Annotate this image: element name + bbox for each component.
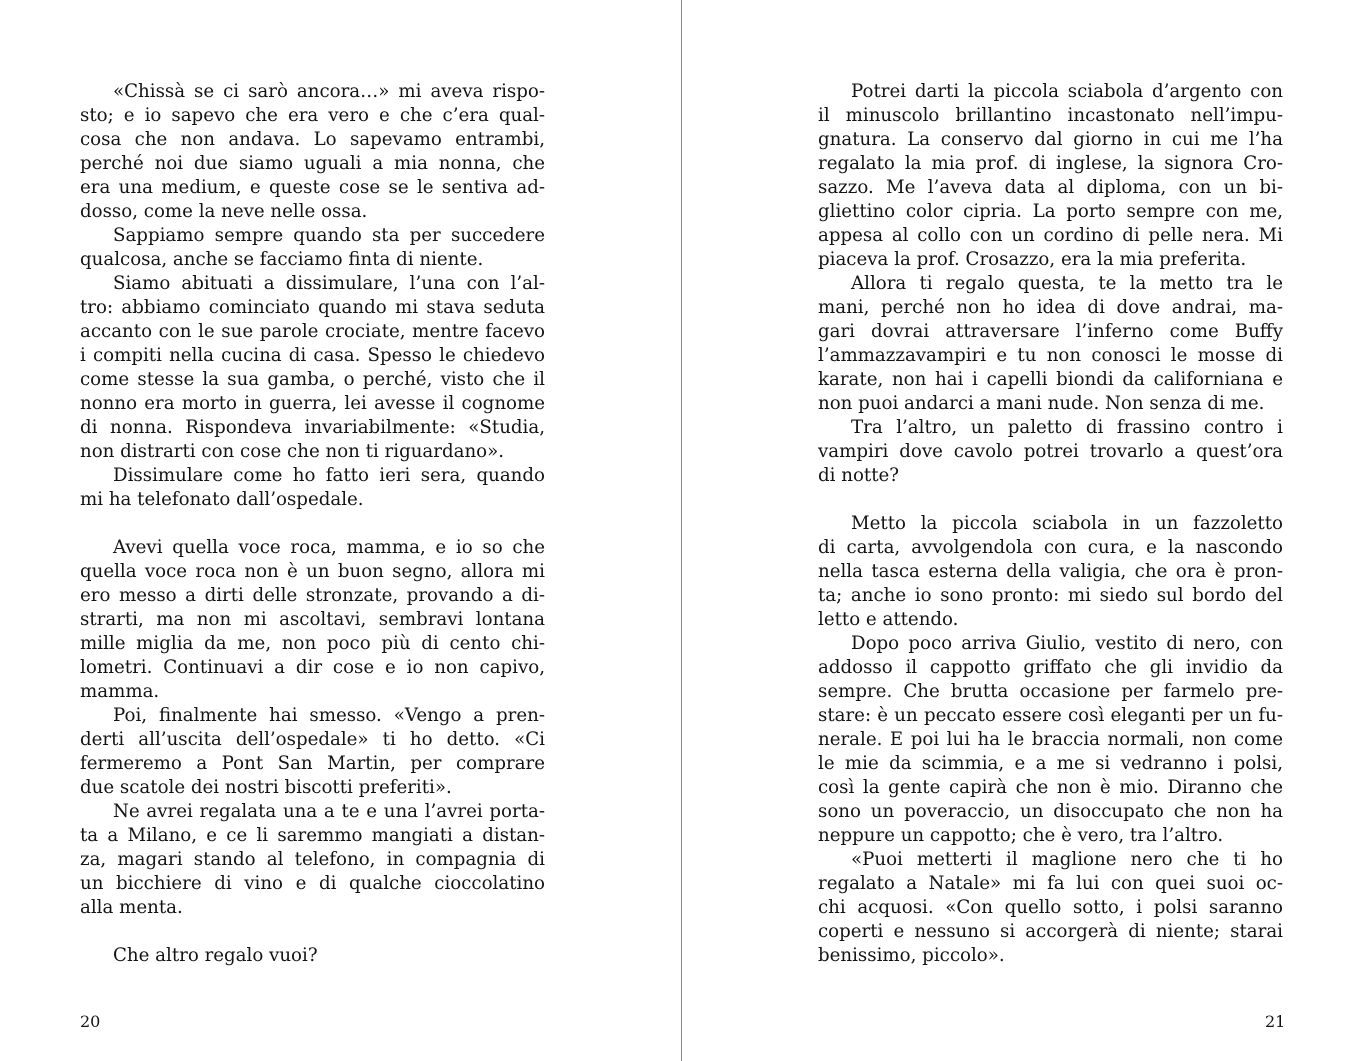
text-line: come stesse la sua gamba, o perché, visto che il [80,369,545,390]
text-line: sazzo. Me l’aveva data al diploma, con un bi- [818,177,1283,198]
text-line: mille miglia da me, non poco più di cento chi- [80,633,545,654]
text-line: sto; e io sapevo che era vero e che c’era qual- [80,105,545,126]
text-line: sono un poveraccio, un disoccupato che non ha [818,801,1283,822]
text-line: Metto la piccola sciabola in un fazzoletto [851,513,1283,534]
text-line: nerale. E poi lui ha le braccia normali, non come [818,729,1283,750]
text-line: cosa che non andava. Lo sapevamo entrambi, [80,129,545,150]
text-line: neppure un cappotto; che è vero, tra l’altro. [818,825,1224,846]
text-line: Allora ti regalo questa, te la metto tra le [851,273,1283,294]
text-line: ero messo a dirti delle stronzate, provando a di- [80,585,545,606]
text-line: di carta, avvolgendola con cura, e la nascondo [818,537,1283,558]
text-line: coperti e nessuno si accorgerà di niente; starai [818,921,1283,942]
left-page-text [80,80,545,968]
text-line: fermeremo a Pont San Martin, per comprare [80,753,545,774]
text-line: regalato la mia prof. di inglese, la signora Cro- [818,153,1283,174]
text-line: così la gente capirà che non è mio. Diranno che [818,777,1283,798]
text-line: sempre. Che brutta occasione per farmelo pre- [818,681,1283,702]
text-line: «Chissà se ci sarò ancora…» mi aveva rispo- [113,81,545,102]
text-line: Tra l’altro, un paletto di frassino contro i [851,417,1283,438]
text-line: ta a Milano, e ce li saremmo mangiati a distan- [80,825,545,846]
right-page [682,0,1361,1061]
text-line: Poi, finalmente hai smesso. «Vengo a pren- [113,705,545,726]
blank-line [80,512,545,536]
text-line: di notte? [818,465,900,486]
text-line: due scatole dei nostri biscotti preferiti». [80,777,452,798]
right-page-number: 21 [1265,1012,1286,1031]
text-line: nella tasca esterna della valigia, che ora è pron- [818,561,1283,582]
text-line: derti all’uscita dell’ospedale» ti ho detto. «Ci [80,729,545,750]
text-line: era una medium, e queste cose se le sentiva ad- [80,177,545,198]
right-page-text [818,80,1283,968]
text-line: ta; anche io sono pronto: mi siedo sul bordo del [818,585,1283,606]
text-line: gari dovrai attraversare l’inferno come Buffy [818,321,1283,342]
text-line: tro: abbiamo cominciato quando mi stava seduta [80,297,545,318]
text-line: alla menta. [80,897,183,918]
text-line: mani, perché non ho idea di dove andrai, ma- [818,297,1283,318]
text-line: stare: è un peccato essere così eleganti per un fu- [818,705,1283,726]
text-line: Sappiamo sempre quando sta per succedere [113,225,545,246]
left-page-number: 20 [80,1012,101,1031]
text-line: Avevi quella voce roca, mamma, e io so che [113,537,545,558]
text-line: karate, non hai i capelli biondi da californiana e [818,369,1283,390]
text-line: vampiri dove cavolo potrei trovarlo a quest’ora [818,441,1283,462]
text-line: Ne avrei regalata una a te e una l’avrei porta- [113,801,545,822]
text-line: gnatura. La conservo dal giorno in cui me l’ha [818,129,1283,150]
text-line: l’ammazzavampiri e tu non conosci le mosse di [818,345,1283,366]
text-line: Siamo abituati a dissimulare, l’una con l’al- [113,273,545,294]
text-line: strarti, ma non mi ascoltavi, sembravi lontana [80,609,545,630]
blank-line [818,488,1283,512]
text-line: nonno era morto in guerra, lei avesse il cognome [80,393,545,414]
text-line: Dissimulare come ho fatto ieri sera, quando [113,465,545,486]
text-line: letto e attendo. [818,609,959,630]
text-line: Potrei darti la piccola sciabola d’argento con [851,81,1283,102]
text-line: gliettino color cipria. La porto sempre con me, [818,201,1283,222]
text-line: il minuscolo brillantino incastonato nell’impu- [818,105,1283,126]
text-line: mamma. [80,681,160,702]
text-line: za, magari stando al telefono, in compagnia di [80,849,545,870]
text-line: piaceva la prof. Crosazzo, era la mia preferita. [818,249,1247,270]
text-line: i compiti nella cucina di casa. Spesso le chiedevo [80,345,545,366]
text-line: qualcosa, anche se facciamo finta di niente. [80,249,484,270]
text-line: regalato a Natale» mi fa lui con quei suoi oc- [818,873,1283,894]
blank-line [80,920,545,944]
text-line: le mie da scimmia, e a me si vedranno i polsi, [818,753,1283,774]
text-line: mi ha telefonato dall’ospedale. [80,489,364,510]
text-line: non puoi andarci a mani nude. Non senza di me. [818,393,1265,414]
text-line: non distrarti con cose che non ti riguardano». [80,441,505,462]
text-line: Dopo poco arriva Giulio, vestito di nero, con [851,633,1283,654]
text-line: perché noi due siamo uguali a mia nonna, che [80,153,545,174]
text-line: un bicchiere di vino e di qualche cioccolatino [80,873,545,894]
text-line: Che altro regalo vuoi? [113,945,318,966]
text-line: appesa al collo con un cordino di pelle nera. Mi [818,225,1283,246]
text-line: addosso il cappotto griffato che gli invidio da [818,657,1283,678]
text-line: dosso, come la neve nelle ossa. [80,201,368,222]
text-line: quella voce roca non è un buon segno, allora mi [80,561,545,582]
text-line: accanto con le sue parole crociate, mentre facevo [80,321,545,342]
text-line: di nonna. Rispondeva invariabilmente: «Studia, [80,417,545,438]
text-line: lometri. Continuavi a dir cose e io non capivo, [80,657,545,678]
text-line: chi acquosi. «Con quello sotto, i polsi saranno [818,897,1283,918]
text-line: benissimo, piccolo». [818,945,1005,966]
text-line: «Puoi metterti il maglione nero che ti ho [851,849,1283,870]
